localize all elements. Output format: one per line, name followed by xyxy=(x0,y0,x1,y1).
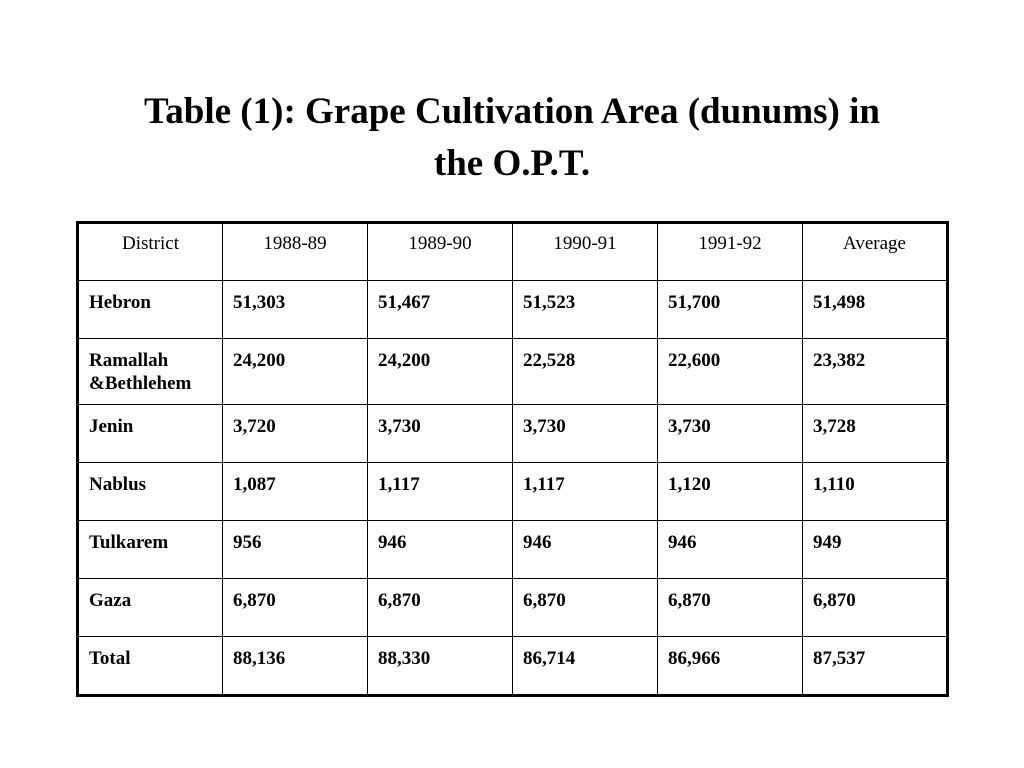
table-cell: 23,382 xyxy=(803,339,948,405)
table-row xyxy=(78,405,948,463)
table-cell: 6,870 xyxy=(368,579,513,637)
table-cell: 24,200 xyxy=(223,339,368,405)
table-cell: 3,730 xyxy=(513,405,658,463)
table-cell: 3,720 xyxy=(223,405,368,463)
table-cell: 946 xyxy=(658,521,803,579)
table-cell: 946 xyxy=(513,521,658,579)
table-cell: Nablus xyxy=(78,463,223,521)
table-cell: 51,303 xyxy=(223,281,368,339)
table-cell: 88,136 xyxy=(223,637,368,696)
table-cell: Tulkarem xyxy=(78,521,223,579)
table-cell: 1,110 xyxy=(803,463,948,521)
table-cell: 24,200 xyxy=(368,339,513,405)
table-cell: 86,966 xyxy=(658,637,803,696)
table-row-total xyxy=(78,637,948,696)
page-title xyxy=(0,86,1024,190)
table-cell: Ramallah &Bethlehem xyxy=(78,339,223,405)
table-cell: Total xyxy=(78,637,223,696)
table-cell: 1,120 xyxy=(658,463,803,521)
table-cell: 3,730 xyxy=(658,405,803,463)
header-district: District xyxy=(78,223,223,281)
table-cell: Gaza xyxy=(78,579,223,637)
table-cell: 1,117 xyxy=(368,463,513,521)
header-1991-92: 1991-92 xyxy=(658,223,803,281)
table-cell: 86,714 xyxy=(513,637,658,696)
page-title-line-1: Table (1): Grape Cultivation Area (dunums) in xyxy=(144,91,880,132)
table-row xyxy=(78,521,948,579)
header-average: Average xyxy=(803,223,948,281)
table-cell: 1,087 xyxy=(223,463,368,521)
table-cell: 6,870 xyxy=(658,579,803,637)
table-row xyxy=(78,281,948,339)
table-cell: 51,523 xyxy=(513,281,658,339)
table-cell: 6,870 xyxy=(223,579,368,637)
table-row xyxy=(78,463,948,521)
table-cell: 3,730 xyxy=(368,405,513,463)
table-cell: 6,870 xyxy=(803,579,948,637)
table-cell: 51,700 xyxy=(658,281,803,339)
table-cell: 51,467 xyxy=(368,281,513,339)
table-cell: 946 xyxy=(368,521,513,579)
table-cell: 956 xyxy=(223,521,368,579)
table-cell: 22,528 xyxy=(513,339,658,405)
table-cell: Jenin xyxy=(78,405,223,463)
header-1988-89: 1988-89 xyxy=(223,223,368,281)
grape-cultivation-table xyxy=(76,221,949,697)
table-cell: 88,330 xyxy=(368,637,513,696)
table-cell: 949 xyxy=(803,521,948,579)
header-1990-91: 1990-91 xyxy=(513,223,658,281)
table-header-row xyxy=(78,223,948,281)
table-cell: 87,537 xyxy=(803,637,948,696)
table-cell: 6,870 xyxy=(513,579,658,637)
table-cell: 1,117 xyxy=(513,463,658,521)
table-cell: Hebron xyxy=(78,281,223,339)
table-cell: 51,498 xyxy=(803,281,948,339)
table-cell: 22,600 xyxy=(658,339,803,405)
table-row xyxy=(78,339,948,405)
page-title-line-2: the O.P.T. xyxy=(433,143,591,184)
table-row xyxy=(78,579,948,637)
header-1989-90: 1989-90 xyxy=(368,223,513,281)
table-cell: 3,728 xyxy=(803,405,948,463)
